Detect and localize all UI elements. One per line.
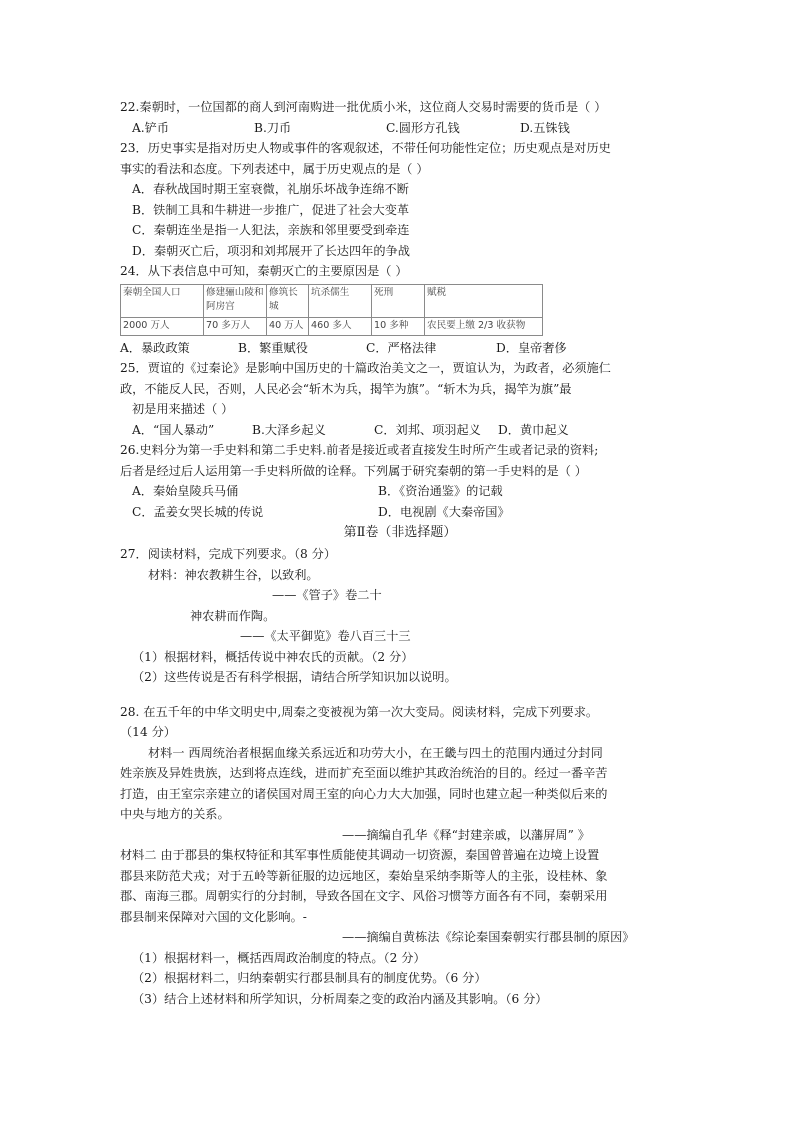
table-cell: 40 万人 bbox=[267, 317, 309, 335]
part2-title: 第Ⅱ卷（非选择题） bbox=[343, 525, 457, 540]
q25-options bbox=[120, 420, 680, 441]
q22-options bbox=[120, 118, 680, 139]
q22-option-d: D.五铢钱 bbox=[520, 120, 570, 135]
q28-material-1-line-3: 打造，由王室宗亲建立的诸侯国对周王室的向心力大大加强，同时也建立起一种类似后来的 bbox=[120, 786, 608, 801]
q28-material-2-line-4: 郡县制来保障对六国的文化影响。- bbox=[120, 909, 307, 924]
q28-source-2: ——摘编自黄栋法《综论秦国秦朝实行郡县制的原因》 bbox=[342, 930, 635, 944]
table-header-cell: 修筑长城 bbox=[267, 284, 309, 317]
q26-stem-line-1: 26.史料分为第一手史料和第二手史料.前者是接近或者直接发生时所产生或者记录的资料; bbox=[120, 443, 599, 457]
q22-option-c: C.圆形方孔钱 bbox=[386, 120, 460, 135]
q23-option-d: D．秦朝灭亡后，项羽和刘邦展开了长达四年的争战 bbox=[132, 243, 410, 258]
q27-material-2: 神农耕而作陶。 bbox=[190, 608, 276, 623]
table-cell: 70 多万人 bbox=[204, 317, 267, 335]
q27-source-1: ——《管子》卷二十 bbox=[272, 588, 382, 602]
q28-subquestion-1: （1）根据材料一，概括西周政治制度的特点。（2 分） bbox=[132, 950, 426, 965]
table-header-cell: 赋税 bbox=[425, 284, 543, 317]
table-header-cell: 秦朝全国人口 bbox=[121, 284, 204, 317]
q26-option-d: D．电视剧《大秦帝国》 bbox=[378, 504, 510, 519]
q26-options-row-1 bbox=[120, 481, 680, 502]
table-header-cell: 坑杀儒生 bbox=[309, 284, 372, 317]
table-cell: 10 多种 bbox=[372, 317, 425, 335]
table-cell: 460 多人 bbox=[309, 317, 372, 335]
q28-subquestion-3: （3）结合上述材料和所学知识，分析周秦之变的政治内涵及其影响。（6 分） bbox=[132, 991, 548, 1006]
q25-option-d: D．黄巾起义 bbox=[498, 422, 569, 437]
q23-stem-line-1: 23．历史事实是指对历史人物或事件的客观叙述，不带任何功能性定位；历史观点是对历史 bbox=[120, 141, 611, 155]
q28-material-2-line-1: 材料二 由于郡县的集权特征和其军事性质能使其调动一切资源，秦国曾普遍在边境上设置 bbox=[120, 848, 600, 862]
q25-stem-line-2: 政，不能反人民，否则，人民必会“斩木为兵，揭竿为旗”。“斩木为兵，揭竿为旗”最 bbox=[120, 381, 572, 396]
q28-material-1-line-4: 中央与地方的关系。 bbox=[120, 807, 230, 821]
q22-option-b: B.刀币 bbox=[254, 120, 292, 135]
q24-option-d: D．皇帝奢侈 bbox=[496, 340, 567, 355]
table-header-row bbox=[121, 284, 543, 317]
table-header-cell: 修建骊山陵和阿房宫 bbox=[204, 284, 267, 317]
q25-option-c: C．刘邦、项羽起义 bbox=[374, 422, 481, 437]
q28-material-1-line-1: 材料一 西周统治者根据血缘关系远近和功劳大小，在王畿与四土的范围内通过分封同 bbox=[148, 745, 603, 760]
q27-subquestion-1: （1）根据材料，概括传说中神农氏的贡献。（2 分） bbox=[132, 649, 414, 664]
q23-stem-line-2: 事实的看法和态度。下列表述中，属于历史观点的是（ ） bbox=[120, 161, 429, 176]
q23-option-a: A．春秋战国时期王室衰微，礼崩乐坏战争连绵不断 bbox=[132, 182, 409, 196]
q24-options bbox=[120, 338, 680, 359]
q28-stem-line-1: 28. 在五千年的中华文明史中,周秦之变被视为第一次大变局。阅读材料，完成下列要求。 bbox=[120, 704, 599, 719]
q24-option-b: B．繁重赋役 bbox=[238, 340, 308, 355]
q22-stem: 22.秦朝时，一位国都的商人到河南购进一批优质小米，这位商人交易时需要的货币是（ ） bbox=[120, 100, 607, 114]
q22-option-a: A.铲币 bbox=[132, 120, 170, 135]
exam-page bbox=[120, 97, 680, 1009]
q23-option-b: B．铁制工具和牛耕进一步推广，促进了社会大变革 bbox=[132, 202, 410, 217]
q26-options-row-2 bbox=[120, 502, 680, 523]
q27-stem: 27．阅读材料，完成下列要求。（8 分） bbox=[120, 547, 337, 561]
q24-stem: 24．从下表信息中可知，秦朝灭亡的主要原因是（ ） bbox=[120, 264, 408, 278]
q28-material-1-line-2: 姓亲族及异姓贵族，达到将点连线，进而扩充至面以维护其政治统治的目的。经过一番辛苦 bbox=[120, 766, 608, 780]
q28-subquestion-2: （2）根据材料二，归纳秦朝实行郡县制具有的制度优势。（6 分） bbox=[132, 971, 487, 985]
qin-data-table bbox=[120, 284, 543, 336]
table-cell: 农民要上缴 2/3 收获物 bbox=[425, 317, 543, 335]
q26-option-a: A．秦始皇陵兵马俑 bbox=[132, 484, 239, 498]
q26-option-b: B．《资治通鉴》的记载 bbox=[378, 484, 503, 498]
q25-stem-line-1: 25．贾谊的《过秦论》是影响中国历史的十篇政治美文之一，贾谊认为，为政者，必须施仁 bbox=[120, 361, 611, 375]
table-header-cell: 死刑 bbox=[372, 284, 425, 317]
table-row bbox=[121, 317, 543, 335]
q28-stem-line-2: （14 分） bbox=[120, 725, 176, 739]
q27-source-2: ——《太平御览》卷八百三十三 bbox=[240, 629, 411, 643]
q27-material-1: 材料：神农教耕生谷，以致利。 bbox=[148, 567, 319, 582]
q28-source-1: ——摘编自孔华《释“封建亲戚，以藩屏周” 》 bbox=[342, 827, 590, 842]
q24-option-c: C．严格法律 bbox=[366, 340, 437, 355]
q28-material-2-line-2: 郡县来防范犬戎；对于五岭等新征服的边远地区，秦始皇采纳李斯等人的主张，设桂林、象 bbox=[120, 868, 608, 883]
q23-option-c: C．秦朝连坐是指一人犯法，亲族和邻里要受到牵连 bbox=[132, 223, 410, 237]
q28-material-2-line-3: 郡、南海三郡。周朝实行的分封制，导致各国在文字、风俗习惯等方面各有不同，秦朝采用 bbox=[120, 889, 608, 903]
q25-option-b: B.大泽乡起义 bbox=[252, 422, 326, 437]
q24-option-a: A．暴政政策 bbox=[120, 340, 190, 355]
q26-option-c: C．孟姜女哭长城的传说 bbox=[132, 504, 264, 519]
q25-stem-line-3: 初是用来描述（ ） bbox=[132, 402, 234, 416]
q27-subquestion-2: （2）这些传说是否有科学根据，请结合所学知识加以说明。 bbox=[132, 670, 457, 684]
table-cell: 2000 万人 bbox=[121, 317, 204, 335]
q26-stem-line-2: 后者是经过后人运用第一手史料所做的诠释。下列属于研究秦朝的第一手史料的是（ ） bbox=[120, 463, 587, 478]
q25-option-a: A．“国人暴动” bbox=[132, 422, 215, 437]
